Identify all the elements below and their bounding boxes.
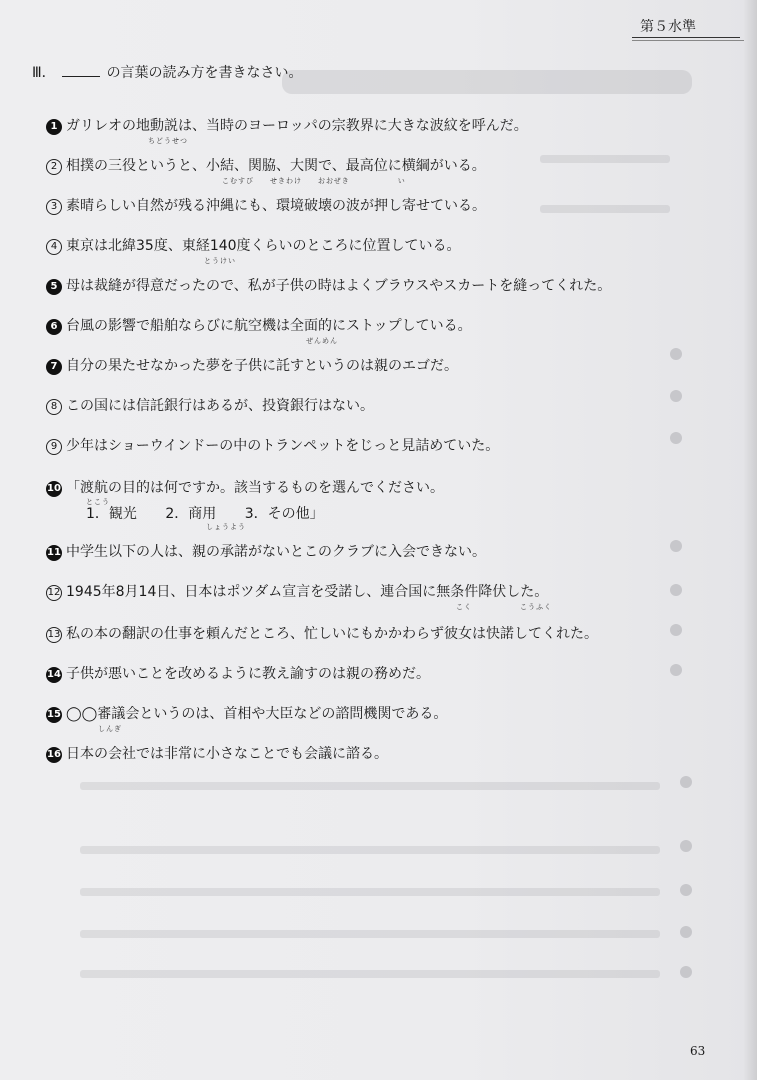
bleed-line [80,930,660,938]
question [46,156,486,176]
question-text: 「渡航の目的は何ですか。該当するものを選んでください。 [66,480,444,496]
question [46,624,598,644]
question-number: 4 [46,239,62,255]
option: 2．商用 [165,506,217,522]
question [46,704,447,724]
question-number: 3 [46,199,62,215]
question-number: 1 [46,119,62,135]
question-text: 自分の果たせなかった夢を子供に託すというのは親のエゴだ。 [66,358,458,374]
question-number: 16 [46,747,62,763]
bleed-dot [670,432,682,444]
bleed-through-band [282,70,692,94]
bleed-dot [670,624,682,636]
question-number: 13 [46,627,62,643]
question-text: 素晴らしい自然が残る沖縄にも、環境破壊の波が押し寄せている。 [66,198,486,214]
answer-options [86,503,348,523]
bleed-line [80,888,660,896]
question [46,276,611,296]
question-text: 少年はショーウインドーの中のトランペットをじっと見詰めていた。 [66,438,500,454]
question-number: 8 [46,399,62,415]
question [46,582,548,602]
page-number: 63 [690,1044,706,1058]
level-rule [632,40,744,41]
page-edge-shadow [743,0,757,1080]
question-text: ◯◯審議会というのは、首相や大臣などの諮問機関である。 [66,706,448,722]
section-label: Ⅲ． [32,65,56,81]
question-text: 1945年8月14日、日本はポツダム宣言を受諾し、連合国に無条件降伏した。 [66,584,549,600]
question-text: 子供が悪いことを改めるように教え諭すのは親の務めだ。 [66,666,430,682]
question-number: 5 [46,279,62,295]
bleed-line [540,205,670,213]
question-text: 母は裁縫が得意だったので、私が子供の時はよくブラウスやスカートを縫ってくれた。 [66,278,612,294]
question [46,396,374,416]
question [46,744,388,764]
question [46,356,458,376]
bleed-dot [680,884,692,896]
blank-underline [62,64,100,77]
question [46,316,472,336]
furigana: こく こうふく [456,603,552,611]
bleed-line [80,846,660,854]
furigana: とうけい [204,257,236,265]
question-text: 東京は北緯35度、東経140度くらいのところに位置している。 [66,238,461,254]
option: 3．その他」 [244,506,324,522]
bleed-dot [680,926,692,938]
furigana: ちどうせつ [148,137,188,145]
question [46,664,430,684]
bleed-dot [670,584,682,596]
bleed-dot [670,540,682,552]
option: 1．観光 [86,506,137,522]
question-text: 相撲の三役というと、小結、関脇、大関で、最高位に横綱がいる。 [66,158,486,174]
question-number: 6 [46,319,62,335]
question-number: 10 [46,481,62,497]
question [46,542,486,562]
furigana: しんぎ [98,725,122,733]
question-text: この国には信託銀行はあるが、投資銀行はない。 [66,398,374,414]
section-heading [32,62,303,82]
furigana: しょうよう [206,523,246,531]
question-text: 日本の会社では非常に小さなことでも会議に諮る。 [66,746,388,762]
furigana: こむすび せきわけ おおぜき い [222,177,406,185]
bleed-dot [680,776,692,788]
question [46,116,528,136]
question-text: ガリレオの地動説は、当時のヨーロッパの宗教界に大きな波紋を呼んだ。 [66,118,528,134]
question-text: 中学生以下の人は、親の承諾がないとこのクラブに入会できない。 [66,544,486,560]
bleed-dot [670,348,682,360]
question-number: 14 [46,667,62,683]
question [46,478,444,498]
bleed-dot [670,390,682,402]
bleed-dot [680,966,692,978]
question-number: 11 [46,545,62,561]
question-number: 7 [46,359,62,375]
question-text: 台風の影響で船舶ならびに航空機は全面的にストップしている。 [66,318,472,334]
question-number: 15 [46,707,62,723]
question-number: 9 [46,439,62,455]
furigana: ぜんめん [306,337,338,345]
level-label: 第５水準 [632,16,740,38]
question-text: 私の本の翻訳の仕事を頼んだところ、忙しいにもかかわらず彼女は快諾してくれた。 [66,626,598,642]
bleed-dot [670,664,682,676]
question [46,436,499,456]
question [46,196,486,216]
furigana: とこう [86,498,110,506]
bleed-line [540,155,670,163]
bleed-line [80,970,660,978]
bleed-line [80,782,660,790]
question [46,236,461,256]
section-instruction: の言葉の読み方を書きなさい。 [106,65,303,81]
bleed-dot [680,840,692,852]
question-number: 12 [46,585,62,601]
question-number: 2 [46,159,62,175]
